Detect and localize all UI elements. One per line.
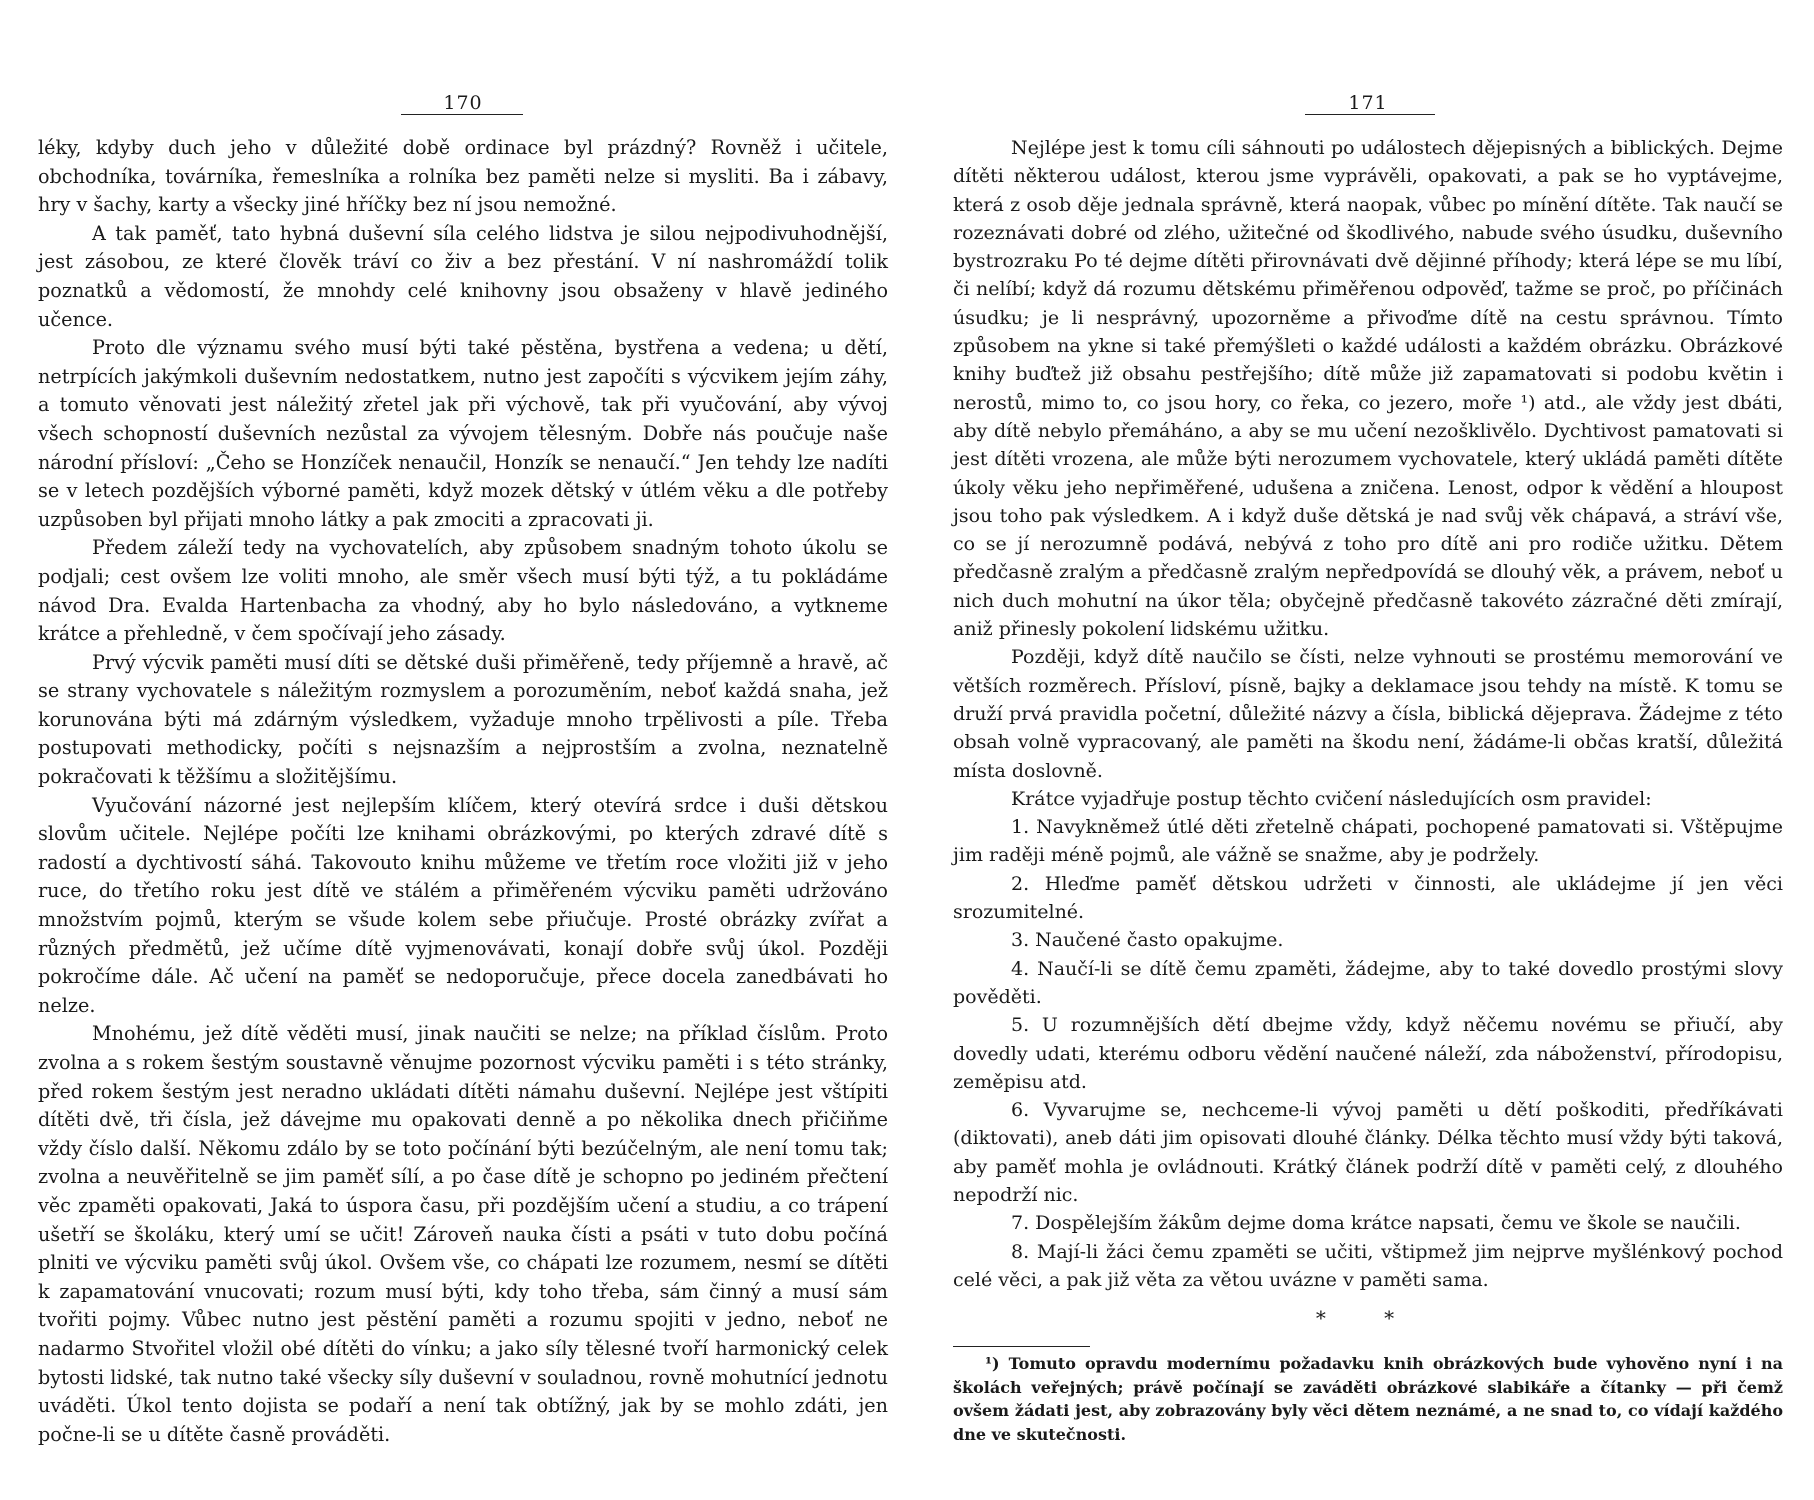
section-separator: * * xyxy=(1315,1306,1421,1330)
paragraph: Později, když dítě naučilo se čísti, nelze vyhnouti se prostému memorování ve větších rozměrech. Přísloví, písně, bajky a deklamace jsou tehdy na místě. K tomu se druží prvá pravidla početní, důležité názvy a čísla, biblická dějeprava. Žádejme z této obsah volně vypracovaný, ale paměti na škodu není, žádáme-li občas kratší, důležitá místa doslovně. xyxy=(953,646,1783,782)
paragraph: Nejlépe jest k tomu cíli sáhnouti po událostech dějepisných a biblických. Dejme dítěti některou událost, kterou jsme vyprávěli, opakovati, a pak se ho vyptávejme, která z osob děje jednala správně, která naopak, vůbec po mínění dítěte. Tak naučí se rozeznávati dobré od zlého, užitečné od škodlivého, nabude svého úsudku, duševního bystrozraku Po té dejme dítěti přirovnávati dvě dějinné příhody; která lépe se mu líbí, či nelíbí; když dá rozumu dětskému přiměřenou odpověď, tažme se proč, po příčinách úsudku; je li nesprávný, upozorněme a přivoďme dítě na cestu správnou. Tímto způsobem na ykne si také přemýšleti o každé události a každém obrázku. Obrázkové knihy buďtež již obsahu pestřejšího; dítě může již zapamatovati si podobu květin i nerostů, mimo to, co jsou hory, co řeka, co jezero, moře ¹) atd., ale vždy jest dbáti, aby dítě nebylo přemáháno, a aby se mu učení nezošklivělo. Dychtivost pamatovati si jest dítěti vrozena, ale může býti nerozumem vychovatele, který ukládá paměti dítěte úkoly věku jeho nepřiměřené, udušena a zničena. Lenost, odpor k vědění a hloupost jsou toho pak výsledkem. A i když duše dětská je nad svůj věk chápavá, a stráví vše, co se jí nerozumně podává, nebývá z toho pro dítě ani pro rodiče užitku. Dětem předčasně zralým a předčasně zralým nepředpovídá se dlouhý věk, a právem, neboť u nich duch mohutní na úkor těla; obyčejně předčasně takovéto zázračné děti zmírají, aniž přinesly pokolení lidskému užitku. xyxy=(953,137,1783,641)
paragraph: Proto dle významu svého musí býti také pěstěna, bystřena a vedena; u dětí, netrpících jakýmkoli duševním nedostatkem, nutno jest započíti s výcvikem jejím záhy, a tomuto věnovati jest náležitý zřetel jak při výchově, tak při vyučování, aby vývoj všech schopností duševních nezůstal za vývojem tělesným. Dobře nás poučuje naše národní přísloví: „Čeho se Honzíček nenaučil, Honzík se nenaučí.“ Jen tehdy lze nadíti se v letech pozdějších výborné paměti, když mozek dětský v útlém věku a dle potřeby uzpůsoben byl přijati mnoho látky a pak zmociti a zpracovati ji. xyxy=(38,336,888,531)
paragraph: A tak paměť, tato hybná duševní síla celého lidstva je silou nejpodivuhodnější, jest zásobou, ze které člověk tráví co živ a bez přestání. V ní nashromáždí tolik poznatků a vědomostí, že mnohdy celé knihovny jsou obsaženy v hlavě jediného učence. xyxy=(38,221,888,331)
page-number-right: 171 xyxy=(1348,92,1388,114)
footnote: ¹) Tomuto opravdu modernímu požadavku knih obrázkových bude vyhověno nyní i na školách veřejných; právě počínají se zaváděti obrázkové slabikáře a čítanky — při čemž ovšem žádati jest, aby zobrazovány byly věci dětem neznámé, a ne snad to, co vídají každého dne ve skutečnosti. xyxy=(953,1354,1783,1444)
header-rule-right xyxy=(1305,114,1435,115)
rule-item: 6. Vyvarujme se, nechceme-li vývoj paměti u dětí poškoditi, předříkávati (diktovati), aneb dáti jim opisovati dlouhé články. Délka těchto musí vždy býti taková, aby paměť mohla je ovládnouti. Krátký článek podrží dítě v paměti celý, z dlouhého nepodrží nic. xyxy=(953,1099,1783,1206)
paragraph: léky, kdyby duch jeho v důležité době ordinace byl prázdný? Rovněž i učitele, obchodníka, továrníka, řemeslníka a rolníka bez paměti nelze si mysliti. Ba i zábavy, hry v šachy, karty a všecky jiné hříčky bez ní jsou nemožné. xyxy=(38,136,888,217)
paragraph: Vyučování názorné jest nejlepším klíčem, který otevírá srdce i duši dětskou slovům učitele. Nejlépe počíti lze knihami obrázkovými, po kterých zdravé dítě s radostí a dychtivostí sáhá. Takovouto knihu můžeme ve třetím roce vložiti již v jeho ruce, do třetího roku jest dítě ve stálém a přiměřeném výcviku paměti udržováno množstvím pojmů, kterým se všude kolem sebe přiučuje. Prosté obrázky zvířat a různých předmětů, jež učíme dítě vyjmenovávati, konají dobře svůj úkol. Později pokročíme dále. Ač učení na paměť se nedoporučuje, přece docela zanedbávati ho nelze. xyxy=(38,793,888,1017)
paragraph: Prvý výcvik paměti musí díti se dětské duši přiměřeně, tedy příjemně a hravě, ač se strany vychovatele s náležitým rozmyslem a porozuměním, neboť každá snaha, jež korunována býti má zdárným výsledkem, vyžaduje mnoho trpělivosti a píle. Třeba postupovati methodicky, počíti s nejsnazším a nejprostším a zvolna, neznatelně pokračovati k těžšímu a složitějšímu. xyxy=(38,650,888,789)
rule-item: 2. Hleďme paměť dětskou udržeti v činnosti, ale ukládejme jí jen věci srozumitelné. xyxy=(953,872,1783,924)
footnote-rule xyxy=(953,1346,1090,1347)
left-page-body xyxy=(38,134,888,1449)
rule-item: 8. Mají-li žáci čemu zpaměti se učiti, vštipmež jim nejprve myšlénkový pochod celé věci, a pak již věta za větou uvázne v paměti sama. xyxy=(953,1240,1783,1291)
paragraph: Krátce vyjadřuje postup těchto cvičení následujících osm pravidel: xyxy=(1011,787,1652,810)
rule-item: 7. Dospělejším žákům dejme doma krátce napsati, čemu ve škole se naučili. xyxy=(1011,1212,1741,1235)
header-rule-left xyxy=(401,114,523,115)
rule-item: 1. Navykněmež útlé děti zřetelně chápati, pochopené pamatovati si. Vštěpujme jim raději méně pojmů, ale vážně se snažme, aby je podržely. xyxy=(953,816,1783,867)
page-number-left: 170 xyxy=(443,92,483,114)
rule-item: 4. Naučí-li se dítě čemu zpaměti, žádejme, aby to také dovedlo prostými slovy pověděti. xyxy=(953,957,1783,1008)
paragraph: Předem záleží tedy na vychovatelích, aby způsobem snadným tohoto úkolu se podjali; cest ovšem lze voliti mnoho, ale směr všech musí býti týž, a tu pokládáme návod Dra. Evalda Hartenbacha za vhodný, aby ho bylo následováno, a vytkneme krátce a přehledně, v čem spočívají jeho zásady. xyxy=(38,536,888,646)
right-page-body xyxy=(953,134,1783,1294)
rule-item: 3. Naučené často opakujme. xyxy=(1011,929,1284,952)
rule-item: 5. U rozumnějších dětí dbejme vždy, když něčemu novému se přiučí, aby dovedly udati, kterému odboru vědění naučené náleží, zda náboženství, přírodopisu, zeměpisu atd. xyxy=(953,1014,1783,1093)
paragraph: Mnohému, jež dítě věděti musí, jinak naučiti se nelze; na příklad číslům. Proto zvolna a s rokem šestým soustavně věnujme pozornost výcviku paměti i s této stránky, před rokem šestým jest neradno ukládati dítěti námahu duševní. Nejlépe jest vštípiti dítěti dvě, tři čísla, jež dávejme mu opakovati denně a po několika dnech přičiňme vždy číslo další. Někomu zdálo by se toto počínání býti bezúčelným, ale není tomu tak; zvolna a neuvěřitelně se jim paměť sílí, a po čase dítě je schopno po jediném přečtení věc zpaměti opakovati, Jaká to úspora času, při pozdějším učení a studiu, a co trápení ušetří se školáku, který umí se učit! Zároveň nauka čísti a psáti v tuto dobu počíná plniti ve výcviku paměti svůj úkol. Ovšem vše, co chápati lze rozumem, nesmí se dítěti k zapamatování vnucovati; rozum musí býti, kdy toho třeba, sám činný a musí sám tvořiti pojmy. Vůbec nutno jest pěstění paměti a rozumu spojiti v jedno, neboť ne nadarmo Stvořitel vložil obé dítěti do vínku; a jako síly tělesné tvoří harmonický celek bytosti lidské, tak nutno také všecky síly duševní v souladnou, rovně mohutnící jednotu uváděti. Úkol tento dojista se podaří a není tak obtížný, jak by se mohlo zdáti, jen počne-li se u dítěte časně prováděti. xyxy=(38,1022,888,1446)
